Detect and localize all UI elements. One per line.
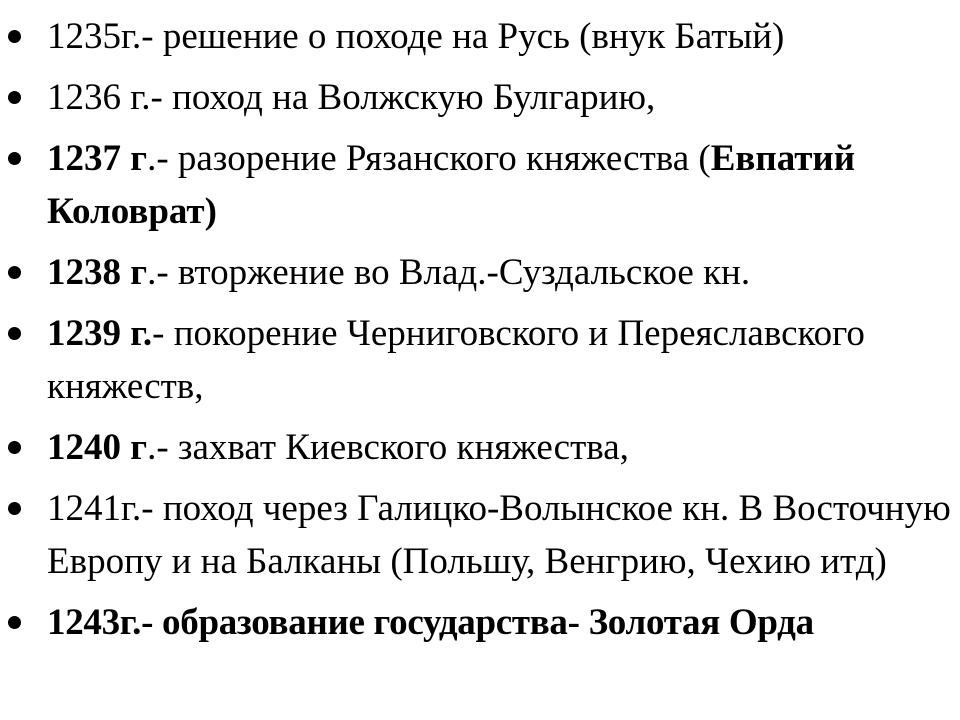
bullet-item-1238 bbox=[0, 246, 960, 299]
bullet-dot-icon bbox=[8, 91, 21, 104]
bullet-item-1241 bbox=[0, 482, 960, 588]
bullet-text: .- вторжение во Влад.-Суздальское кн. bbox=[147, 252, 751, 293]
bullet-item-1239 bbox=[0, 307, 960, 413]
bullet-text: .- захват Киевского княжества, bbox=[147, 427, 629, 468]
bullet-year: 1240 г bbox=[47, 427, 148, 468]
bullet-item-1237 bbox=[0, 132, 960, 238]
bullet-dot-icon bbox=[8, 502, 21, 515]
bullet-dot-icon bbox=[8, 327, 21, 340]
bullet-item-1243 bbox=[0, 596, 960, 649]
bullet-item-1240 bbox=[0, 421, 960, 474]
bullet-text: 1236 г.- поход на Волжскую Булгарию, bbox=[47, 77, 656, 118]
bullet-dot-icon bbox=[8, 30, 21, 43]
bullet-item-1235 bbox=[0, 10, 960, 63]
bullet-text: 1241г.- поход через Галицко-Волынское кн. В Восточную Европу и на Балканы (Польшу, Венгрию, Чехию итд) bbox=[47, 488, 951, 582]
bullet-highlight: Евпатий Коловрат) bbox=[47, 138, 856, 232]
bullet-dot-icon bbox=[8, 441, 21, 454]
bullet-text: .- разорение Рязанского княжества ( bbox=[147, 138, 711, 179]
bullet-year: 1237 г bbox=[47, 138, 148, 179]
bullet-dot-icon bbox=[8, 152, 21, 165]
bullet-dot-icon bbox=[8, 266, 21, 279]
bullet-year: 1238 г bbox=[47, 252, 148, 293]
timeline-bullet-list bbox=[0, 10, 960, 657]
bullet-year: 1239 г. bbox=[47, 313, 153, 354]
bullet-text: 1235г.- решение о походе на Русь (внук Батый) bbox=[47, 16, 785, 57]
bullet-item-1236 bbox=[0, 71, 960, 124]
bullet-text: - покорение Черниговского и Переяславского княжеств, bbox=[47, 313, 865, 407]
bullet-dot-icon bbox=[8, 616, 21, 629]
bullet-text-bold: 1243г.- образование государства- Золотая Орда bbox=[47, 602, 814, 643]
